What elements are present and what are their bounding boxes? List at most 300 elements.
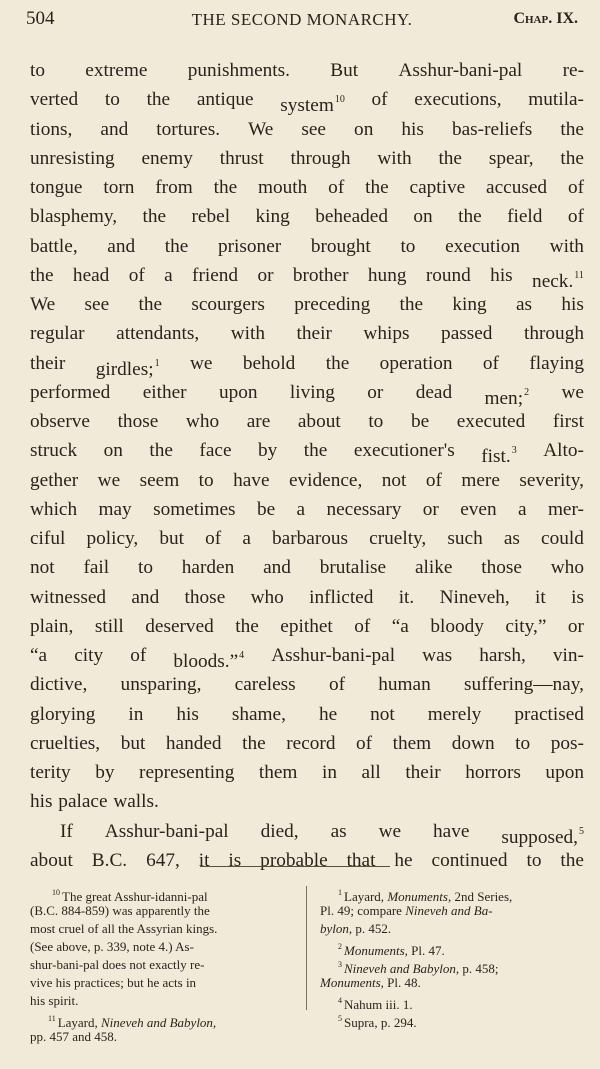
word: have [233, 469, 270, 491]
word: shame, [231, 703, 286, 725]
word: have [433, 820, 470, 842]
word: brought [310, 235, 371, 257]
word: regular [30, 323, 85, 345]
word: living [289, 381, 335, 403]
word: bloody [430, 615, 484, 637]
word: of [567, 177, 584, 198]
footnote-line [30, 956, 298, 974]
text-line [30, 553, 584, 582]
word: friend [192, 264, 239, 286]
word: Asshur-bani-pal [104, 820, 229, 842]
text-line [30, 232, 584, 261]
word: passed [441, 323, 493, 345]
footnote-line [30, 920, 298, 938]
word: city,” [505, 615, 547, 637]
word: men;$^2$ [484, 386, 530, 409]
word: the [235, 615, 259, 637]
word: a [164, 264, 173, 286]
word: glorying [30, 703, 96, 725]
word: on [354, 118, 374, 140]
word: upon [218, 381, 258, 403]
footnote-text: $^4$ Nahum iii. 1. [338, 996, 413, 1012]
word: beheaded [315, 206, 388, 228]
word: his [176, 703, 199, 725]
footnote-text: $^{10}$ The great Asshur-idanni-pal [52, 888, 208, 904]
word: terity [30, 762, 71, 783]
word: merely [427, 703, 482, 725]
word: walls. [113, 791, 159, 813]
word: the [242, 732, 266, 754]
word: palace [58, 791, 108, 813]
footnote-text: (B.C. 884-859) was apparently the [30, 903, 210, 918]
word: of [328, 674, 346, 696]
word: king [255, 206, 290, 228]
word: which [30, 498, 78, 520]
word: sometimes [153, 498, 236, 520]
footnote-number: 1 [338, 888, 342, 897]
word: mouth [258, 177, 308, 198]
word: who [250, 586, 284, 608]
body-text [30, 56, 584, 875]
word: the [458, 206, 482, 228]
word: see [301, 118, 326, 140]
word: a [296, 498, 306, 520]
running-title: THE SECOND MONARCHY. [191, 10, 413, 29]
word: dictive, [30, 674, 88, 696]
footnote-text: Pl. 49; compare Nineveh and Ba- [320, 903, 493, 918]
word: attendants, [116, 323, 200, 345]
italic-title: Monuments, [344, 943, 408, 958]
word: torn [103, 177, 135, 198]
footnote-line [320, 938, 584, 956]
italic-title: bylon, [320, 921, 353, 936]
word: died, [260, 820, 299, 842]
word: accused [486, 177, 548, 198]
word: to [400, 235, 416, 257]
word: executioner's [353, 440, 455, 462]
word: as [516, 294, 533, 315]
footnote-text: (See above, p. 339, note 4.) As- [30, 939, 194, 954]
word: necessary [326, 498, 402, 520]
word: is [228, 849, 242, 871]
footnote-text: Monuments, Pl. 48. [320, 975, 421, 990]
page-header [26, 6, 578, 32]
word: the [560, 118, 584, 140]
word: we [97, 469, 121, 491]
text-line [30, 846, 584, 875]
footnote-text: $^3$ Nineveh and Babylon, p. 458; [338, 960, 499, 976]
footnote-marker: 2 [524, 386, 530, 398]
text-line [30, 729, 584, 758]
word: his [30, 791, 53, 813]
word: his [401, 118, 424, 140]
word: the [365, 177, 389, 198]
text-line [30, 524, 584, 553]
word: their [296, 323, 332, 345]
word: but [159, 528, 184, 549]
footnote-text: pp. 457 and 458. [30, 1029, 118, 1044]
footnote-number: 4 [338, 996, 342, 1005]
word: upon [545, 762, 584, 783]
word: of [205, 528, 222, 549]
footnote-number: 3 [338, 960, 342, 969]
word: who [550, 557, 584, 579]
word: tortures. [156, 118, 221, 140]
word: We [30, 294, 56, 315]
word: the [325, 352, 350, 374]
word: by [95, 762, 115, 783]
word: to [104, 89, 120, 111]
word: is [571, 586, 584, 608]
word: epithet [280, 615, 333, 637]
word: it. [398, 586, 415, 608]
word: of [425, 469, 442, 491]
word: by [258, 440, 278, 462]
word: preceding [294, 294, 371, 315]
word: through [290, 147, 351, 169]
word: with [230, 323, 265, 345]
chapter-label: Chap. IX. [513, 10, 578, 27]
text-line [30, 495, 584, 524]
word: and [100, 118, 129, 140]
word: not [30, 557, 55, 579]
footnote-text: $^5$ Supra, p. 294. [338, 1014, 417, 1030]
word: cruelty, [369, 528, 427, 549]
italic-title: Nineveh and Babylon, [101, 1015, 217, 1030]
word: was [422, 645, 453, 666]
footnote-text: $^{11}$ Layard, Nineveh and Babylon, [48, 1014, 217, 1030]
word: rebel [191, 206, 231, 228]
word: of [354, 615, 371, 637]
footnotes-right-column [320, 884, 584, 1028]
word: enemy [141, 147, 193, 169]
word: to [137, 557, 153, 579]
footnote-line [320, 974, 584, 992]
word: it [535, 586, 546, 608]
word: struck [30, 440, 78, 462]
word: in [321, 762, 337, 783]
word: unsparing, [120, 674, 202, 696]
word: their [30, 352, 66, 374]
word: suffering—nay, [464, 674, 584, 696]
word: it [198, 849, 210, 871]
word: 647, [146, 849, 180, 871]
word: as [330, 820, 347, 842]
footnote-line [30, 884, 298, 902]
word: “a [30, 645, 48, 666]
word: and [263, 557, 291, 579]
word: or [567, 615, 584, 637]
word: plain, [30, 615, 74, 637]
word: be [410, 411, 430, 432]
word: harsh, [479, 645, 526, 666]
word: could [541, 528, 584, 549]
word: Nineveh, [439, 586, 510, 608]
word: first [552, 411, 584, 432]
word: Asshur-bani-pal [398, 60, 523, 81]
word: the [149, 440, 173, 462]
footnote-text: his spirit. [30, 993, 79, 1008]
word: ciful [30, 528, 66, 549]
word: his [490, 264, 513, 286]
word: unresisting [30, 147, 115, 169]
word: whips [363, 323, 410, 345]
word: thrust [219, 147, 264, 169]
word: he [318, 703, 338, 725]
word: supposed,$^5$ [501, 825, 584, 848]
footnote-marker: 3 [511, 445, 517, 457]
word: not [370, 703, 395, 725]
footnote-column-divider [306, 886, 307, 1010]
word: through [524, 323, 584, 345]
word: mutila- [528, 89, 584, 111]
word: on [103, 440, 123, 462]
footnote-line [320, 902, 584, 920]
word: be [256, 498, 276, 520]
word: performed [30, 381, 111, 403]
text-line [30, 407, 584, 436]
word: round [425, 264, 471, 286]
footnote-marker: 11 [574, 269, 584, 281]
word: of [567, 206, 584, 228]
footnotes [30, 884, 584, 1064]
word: captive [409, 177, 466, 198]
footnote-text: $^1$ Layard, Monuments, 2nd Series, [338, 888, 513, 904]
word: fail [83, 557, 110, 579]
word: or [422, 498, 439, 520]
word: to [368, 411, 384, 432]
word: such [447, 528, 483, 549]
text-line [30, 115, 584, 144]
word: severity, [519, 469, 584, 491]
footnote-text: most cruel of all the Assyrian kings. [30, 921, 218, 936]
word: of [356, 732, 373, 754]
word: the [213, 177, 238, 198]
text-line [30, 583, 584, 612]
word: them [258, 762, 298, 783]
word: dead [415, 381, 453, 403]
word: If [60, 820, 73, 842]
word: policy, [86, 528, 139, 549]
word: may [98, 498, 132, 520]
footnote-line [320, 920, 584, 938]
word: all [361, 762, 381, 783]
word: them [392, 732, 432, 754]
word: continued [431, 849, 508, 871]
text-line [30, 378, 584, 407]
word: to [526, 849, 542, 871]
word: face [199, 440, 232, 462]
word: we [378, 820, 402, 842]
text-line [30, 173, 584, 202]
word: field [507, 206, 543, 228]
word: those [184, 586, 226, 608]
word: blasphemy, [30, 206, 118, 228]
word: the [30, 264, 54, 286]
word: and [131, 586, 160, 608]
word: bloods.”$^4$ [173, 650, 245, 672]
word: Alto- [543, 440, 584, 462]
footnote-text: bylon, p. 452. [320, 921, 392, 936]
word: seem [139, 469, 180, 491]
word: the [138, 294, 163, 315]
footnote-line [30, 992, 298, 1010]
word: with [377, 147, 412, 169]
word: pos- [550, 732, 584, 754]
word: he [394, 849, 413, 871]
word: the [560, 849, 584, 871]
word: flaying [529, 352, 584, 374]
word: down [451, 732, 495, 754]
word: careless [234, 674, 296, 696]
word: antique [196, 89, 254, 111]
footnote-number: 2 [338, 942, 342, 951]
word: prisoner [217, 235, 282, 257]
word: probable [260, 849, 328, 871]
word: about [30, 849, 73, 871]
word: those [117, 411, 159, 432]
word: who [185, 411, 220, 432]
word: either [142, 381, 187, 403]
footnote-line [30, 1010, 298, 1028]
text-line [30, 144, 584, 173]
word: that [346, 849, 376, 871]
word: system$^{10}$ [280, 94, 345, 117]
footnote-marker: 10 [334, 94, 345, 106]
text-line [30, 85, 584, 117]
footnote-line [30, 974, 298, 992]
footnote-line [320, 992, 584, 1010]
word: in [128, 703, 144, 725]
word: of [482, 352, 499, 374]
word: B.C. [91, 849, 128, 871]
word: alike [414, 557, 453, 579]
word: We [248, 118, 274, 140]
word: operation [379, 352, 453, 374]
word: record [286, 732, 336, 754]
word: harden [181, 557, 235, 579]
word: gether [30, 469, 79, 491]
footnote-line [30, 902, 298, 920]
word: are [246, 411, 271, 432]
italic-title: Monuments, [387, 889, 452, 904]
word: we [561, 381, 584, 403]
word: girdles;$^1$ [95, 357, 160, 380]
word: battle, [30, 235, 78, 257]
footnote-line [30, 1028, 298, 1046]
word: the [438, 147, 462, 169]
word: tongue [30, 177, 83, 198]
word: representing [139, 762, 235, 783]
text-line [30, 290, 584, 319]
footnote-text: vive his practices; but he acts in [30, 975, 197, 990]
text-line [30, 56, 584, 85]
word: “a [391, 615, 409, 637]
footnote-line [320, 1010, 584, 1028]
word: Asshur-bani-pal [271, 645, 396, 666]
word: to [515, 732, 531, 754]
word: as [503, 528, 520, 549]
word: the [146, 89, 171, 111]
footnote-number: 11 [48, 1014, 56, 1023]
word: and [107, 235, 136, 257]
text-line [30, 758, 584, 787]
italic-title: Nineveh and Ba- [405, 903, 493, 918]
footnote-marker: 4 [239, 650, 245, 661]
word: punishments. [187, 60, 290, 81]
word: execution [445, 235, 521, 257]
word: the [164, 235, 189, 257]
word: king [452, 294, 487, 315]
word: witnessed [30, 586, 107, 608]
text-line [30, 466, 584, 495]
word: or [367, 381, 384, 403]
footnote-text: shur-bani-pal does not exactly re- [30, 957, 205, 972]
footnote-number: 5 [338, 1014, 342, 1023]
footnote-line [320, 884, 584, 902]
footnote-marker: 1 [154, 357, 160, 369]
word: their [405, 762, 441, 783]
footnote-line [320, 956, 584, 974]
text-line [30, 319, 584, 348]
text-line [30, 787, 584, 816]
word: mer- [547, 498, 584, 520]
word: the [399, 294, 424, 315]
text-line [30, 700, 584, 729]
word: human [378, 674, 431, 696]
text-line [30, 670, 584, 699]
word: practised [514, 703, 584, 725]
word: handed [165, 732, 222, 754]
text-line [30, 612, 584, 641]
italic-title: Nineveh and Babylon, [344, 961, 460, 976]
word: brother [292, 264, 349, 286]
word: vin- [552, 645, 584, 666]
word: about [297, 411, 341, 432]
word: see [84, 294, 110, 315]
word: but [120, 732, 146, 754]
footnote-line [30, 938, 298, 956]
word: to [30, 60, 45, 81]
word: verted [30, 89, 79, 111]
word: tions, [30, 118, 73, 140]
word: or [257, 264, 274, 286]
text-line [30, 641, 584, 670]
word: of [328, 177, 345, 198]
word: we [189, 352, 213, 374]
word: bas-reliefs [451, 118, 533, 140]
word: scourgers [191, 294, 265, 315]
word: his [561, 294, 584, 315]
word: extreme [85, 60, 148, 81]
word: a [242, 528, 251, 549]
word: a [518, 498, 527, 520]
word: evidence, [288, 469, 363, 491]
footnote-text: $^2$ Monuments, Pl. 47. [338, 942, 445, 958]
word: behold [242, 352, 296, 374]
word: the [303, 440, 328, 462]
word: brutalise [319, 557, 387, 579]
word: But [330, 60, 359, 81]
text-line [30, 349, 584, 378]
word: mere [461, 469, 500, 491]
word: of [128, 264, 145, 286]
word: not [381, 469, 407, 491]
word: spear, [488, 147, 534, 169]
word: horrors [465, 762, 521, 783]
word: inflicted [309, 586, 374, 608]
word: cruelties, [30, 732, 101, 754]
